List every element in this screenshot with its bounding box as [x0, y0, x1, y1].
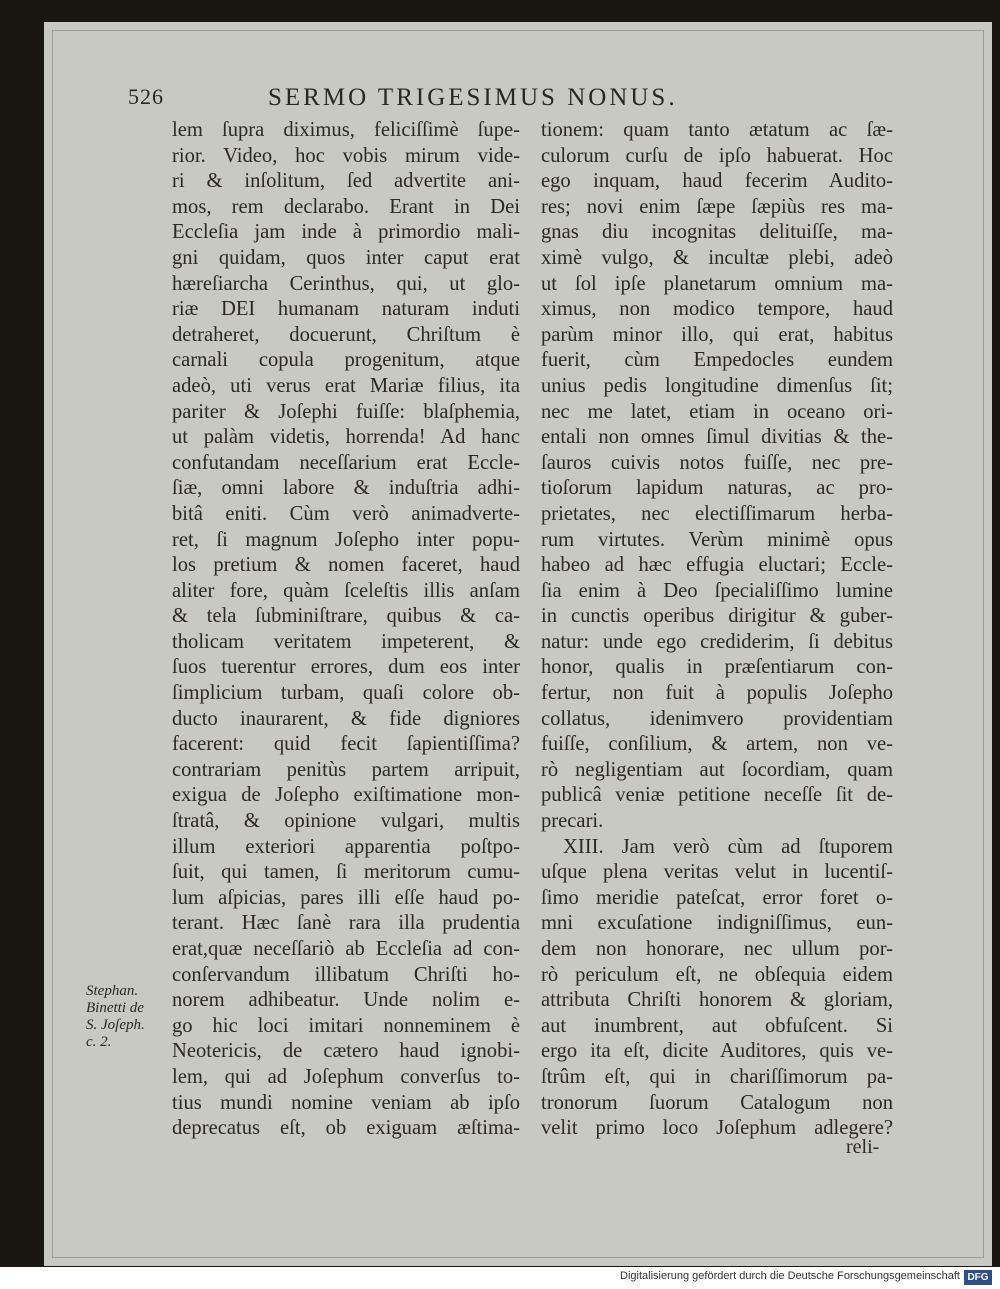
right-column-line: habeo ad hæc effugia eluctari; Eccle-: [541, 554, 893, 577]
marginal-note-line: c. 2.: [86, 1034, 112, 1050]
left-column-line: lum aſpicias, pares illi eſſe haud po-: [172, 886, 520, 909]
left-column-line: tholicam veritatem impeterent, &: [172, 630, 520, 653]
right-column-line: ſtrûm eſt, qui in chariſſimorum pa-: [541, 1065, 893, 1088]
left-column-line: ri & inſolitum, ſed advertite ani-: [172, 170, 520, 193]
right-column-line: tronorum ſuorum Catalogum non: [541, 1091, 893, 1114]
left-column-line: riæ DEI humanam naturam induti: [172, 298, 520, 321]
right-column-line: parùm minor illo, qui erat, habitus: [541, 323, 893, 346]
footer-bar: [0, 1267, 1000, 1289]
left-column-line: facerent: quid fecit ſapientiſſima?: [172, 733, 520, 756]
right-column-line: XIII. Jam verò cùm ad ſtuporem: [563, 835, 893, 858]
left-column-line: lem, qui ad Joſephum converſus to-: [172, 1065, 520, 1088]
right-column-line: tioſorum lapidum naturas, ac pro-: [541, 477, 893, 500]
left-column-line: carnali copula progenitum, atque: [172, 349, 520, 372]
left-column-line: go hic loci imitari nonneminem è: [172, 1014, 520, 1037]
running-title: SERMO TRIGESIMUS NONUS.: [268, 84, 678, 111]
page-number: 526: [128, 84, 164, 109]
right-column-line: rum virtutes. Verùm minimè opus: [541, 528, 893, 551]
right-column-line: collatus, idenimvero providentiam: [541, 707, 893, 730]
right-column-line: fertur, non fuit à populis Joſepho: [541, 682, 893, 705]
right-column-line: precari.: [541, 810, 604, 833]
right-column-line: ſia enim à Deo ſpecialiſſimo lumine: [541, 579, 893, 602]
right-column-line: culorum curſu de ipſo habuerat. Hoc: [541, 144, 893, 167]
right-column-line: unius pedis longitudine dimenſus ſit;: [541, 374, 893, 397]
left-column-line: & tela ſubminiſtrare, quibus & ca-: [172, 605, 520, 628]
right-column-line: mni excuſatione indigniſſimus, eun-: [541, 912, 893, 935]
left-column-line: los pretium & nomen faceret, haud: [172, 554, 520, 577]
left-column-line: ſiæ, omni labore & induſtria adhi-: [172, 477, 520, 500]
left-column-line: ducto inaurarent, & fide digniores: [172, 707, 520, 730]
left-column-line: tius mundi nomine veniam ab ipſo: [172, 1091, 520, 1114]
left-column-line: ſuos tuerentur errores, dum eos inter: [172, 656, 520, 679]
right-column-line: attributa Chriſti honorem & gloriam,: [541, 989, 893, 1012]
marginal-note: [86, 983, 170, 1051]
catchword: reli-: [846, 1136, 880, 1158]
right-column-line: uſque plena veritas velut in lucentiſ-: [541, 861, 893, 884]
left-column-line: gni quidam, quos inter caput erat: [172, 246, 520, 269]
left-column-line: contrariam penitùs partem arripuit,: [172, 758, 520, 781]
left-column-line: pariter & Joſephi fuiſſe: blaſphemia,: [172, 400, 520, 423]
left-column-line: detraheret, docuerunt, Chriſtum è: [172, 323, 520, 346]
funding-credit: Digitalisierung gefördert durch die Deutsche Forschungsgemeinschaft: [620, 1270, 960, 1282]
left-column-line: lem ſupra diximus, feliciſſimè ſupe-: [172, 119, 520, 141]
right-column-line: velit primo loco Joſephum adlegere?: [541, 1117, 893, 1140]
left-text-column: [172, 118, 520, 1142]
right-column-line: ego inquam, haud fecerim Audito-: [541, 170, 893, 193]
right-column-line: publicâ veniæ petitione neceſſe ſit de-: [541, 784, 893, 807]
right-column-line: res; novi enim ſæpe ſæpiùs res ma-: [541, 195, 893, 218]
marginal-note-line: Stephan.: [86, 983, 139, 999]
right-column-line: rò periculum eſt, ne obſequia eidem: [541, 963, 893, 986]
marginal-note-line: Binetti de: [86, 1000, 144, 1016]
right-column-line: ſauros cuivis notos fuiſſe, nec pre-: [541, 451, 893, 474]
left-column-line: mos, rem declarabo. Erant in Dei: [172, 195, 520, 218]
right-column-line: dem non honorare, nec ullum por-: [541, 938, 893, 960]
right-column-line: ergo ita eſt, dicite Auditores, quis ve-: [541, 1040, 893, 1063]
right-column-line: ſimo meridie pateſcat, error foret o-: [541, 886, 893, 909]
right-column-line: honor, qualis in præſentiarum con-: [541, 656, 893, 679]
right-column-line: entali non omnes ſimul divitias & the-: [541, 426, 893, 449]
page-header: [128, 84, 888, 118]
left-column-line: deprecatus eſt, ob exiguam æſtima-: [172, 1117, 520, 1140]
right-column-line: in cunctis operibus dirigitur & guber-: [541, 605, 893, 628]
right-column-line: ximè vulgo, & incultæ plebi, adeò: [541, 246, 893, 269]
right-column-line: tionem: quam tanto ætatum ac ſæ-: [541, 119, 893, 141]
right-column-line: ut ſol ipſe planetarum omnium ma-: [541, 272, 893, 295]
right-column-line: fuiſſe, conſilium, & artem, non ve-: [541, 733, 893, 756]
right-column-line: fuerit, cùm Empedocles eundem: [541, 349, 893, 372]
left-column-line: confutandam neceſſarium erat Eccle-: [172, 451, 520, 474]
left-column-line: norem adhibeatur. Unde nolim e-: [172, 989, 520, 1012]
right-column-line: rò negligentiam aut ſocordiam, quam: [541, 758, 893, 781]
right-text-column: [541, 118, 893, 1142]
right-column-line: nec me latet, etiam in oceano ori-: [541, 400, 893, 423]
left-column-line: illum exteriori apparentia poſtpo-: [172, 835, 520, 858]
left-column-line: ut palàm videtis, horrenda! Ad hanc: [172, 426, 520, 449]
left-column-line: hæreſiarcha Cerinthus, qui, ut glo-: [172, 272, 520, 295]
right-column-line: prietates, nec electiſſimarum herba-: [541, 502, 893, 525]
right-column-line: aut inumbrent, aut obfuſcent. Si: [541, 1014, 893, 1037]
right-column-line: gnas diu incognitas delituiſſe, ma-: [541, 221, 893, 244]
left-column-line: rior. Video, hoc vobis mirum vide-: [172, 144, 520, 167]
left-column-line: ſuit, qui tamen, ſi meritorum cumu-: [172, 861, 520, 884]
left-column-line: Neotericis, de cætero haud ignobi-: [172, 1040, 520, 1063]
left-column-line: Eccleſia jam inde à primordio mali-: [172, 221, 520, 244]
left-column-line: terant. Hæc ſanè rara illa prudentia: [172, 912, 520, 935]
marginal-note-line: S. Joſeph.: [86, 1017, 145, 1033]
left-column-line: conſervandum illibatum Chriſti ho-: [172, 963, 520, 986]
left-column-line: aliter fore, quàm ſceleſtis illis anſam: [172, 579, 520, 602]
left-column-line: ret, ſi magnum Joſepho inter popu-: [172, 528, 520, 551]
right-column-line: ximus, non modico tempore, haud: [541, 298, 893, 321]
left-column-line: adeò, uti verus erat Mariæ filius, ita: [172, 374, 520, 397]
dfg-logo: DFG: [964, 1270, 992, 1285]
left-column-line: erat,quæ neceſſariò ab Eccleſia ad con-: [172, 938, 520, 960]
left-column-line: ſimplicium turbam, quaſi colore ob-: [172, 682, 520, 705]
right-column-line: natur: unde ego crediderim, ſi debitus: [541, 630, 893, 653]
left-column-line: ſtratâ, & opinione vulgari, multis: [172, 810, 520, 833]
left-column-line: bitâ eniti. Cùm verò animadverte-: [172, 502, 520, 525]
left-column-line: exigua de Joſepho exiſtimatione mon-: [172, 784, 520, 807]
